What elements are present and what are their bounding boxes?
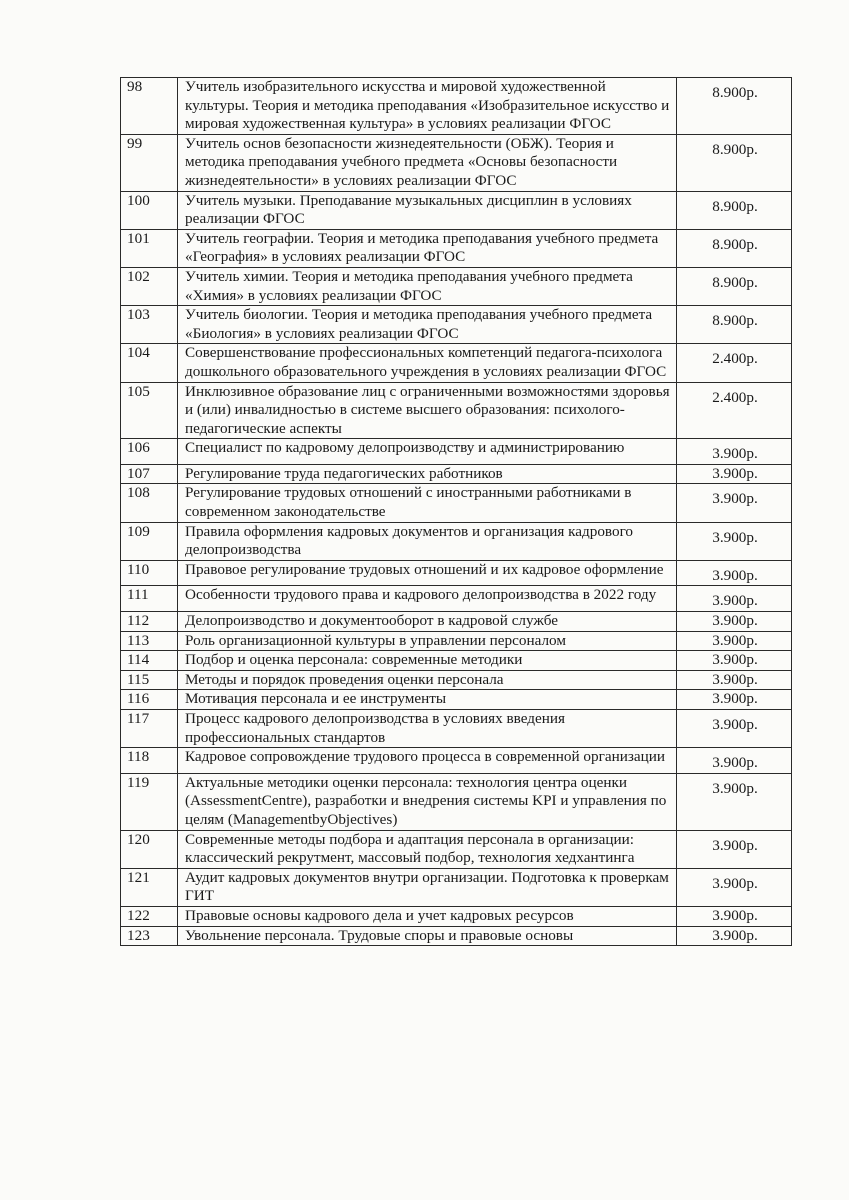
course-price-table xyxy=(120,77,792,946)
course-title: Роль организационной культуры в управлении персоналом xyxy=(178,631,677,651)
table-row xyxy=(121,344,792,382)
table-row xyxy=(121,926,792,946)
row-number: 115 xyxy=(121,670,178,690)
row-number: 119 xyxy=(121,773,178,830)
table-row xyxy=(121,522,792,560)
course-price: 3.900р. xyxy=(677,670,792,690)
row-number: 114 xyxy=(121,651,178,671)
course-price: 3.900р. xyxy=(677,522,792,560)
course-price: 8.900р. xyxy=(677,306,792,344)
row-number: 98 xyxy=(121,78,178,135)
row-number: 105 xyxy=(121,382,178,439)
table-row xyxy=(121,229,792,267)
course-title: Регулирование трудовых отношений с иностранными работниками в современном законодательстве xyxy=(178,484,677,522)
course-title: Специалист по кадровому делопроизводству и администрированию xyxy=(178,439,677,465)
course-title: Учитель музыки. Преподавание музыкальных дисциплин в условиях реализации ФГОС xyxy=(178,191,677,229)
row-number: 107 xyxy=(121,464,178,484)
table-body xyxy=(121,78,792,946)
table-row xyxy=(121,651,792,671)
row-number: 118 xyxy=(121,748,178,774)
table-row xyxy=(121,612,792,632)
course-price: 3.900р. xyxy=(677,868,792,906)
table-row xyxy=(121,464,792,484)
table-row xyxy=(121,830,792,868)
course-price: 8.900р. xyxy=(677,267,792,305)
table-row xyxy=(121,382,792,439)
table-row xyxy=(121,78,792,135)
course-title: Совершенствование профессиональных компетенций педагога-психолога дошкольного образовательного учреждения в условиях реализации ФГОС xyxy=(178,344,677,382)
row-number: 103 xyxy=(121,306,178,344)
row-number: 122 xyxy=(121,906,178,926)
course-price: 3.900р. xyxy=(677,484,792,522)
course-title: Регулирование труда педагогических работников xyxy=(178,464,677,484)
course-title: Делопроизводство и документооборот в кадровой службе xyxy=(178,612,677,632)
course-title: Учитель биологии. Теория и методика преподавания учебного предмета «Биология» в условиях реализации ФГОС xyxy=(178,306,677,344)
course-price: 3.900р. xyxy=(677,651,792,671)
table-row xyxy=(121,439,792,465)
row-number: 117 xyxy=(121,710,178,748)
row-number: 101 xyxy=(121,229,178,267)
row-number: 110 xyxy=(121,560,178,586)
row-number: 100 xyxy=(121,191,178,229)
row-number: 111 xyxy=(121,586,178,612)
row-number: 112 xyxy=(121,612,178,632)
course-price: 8.900р. xyxy=(677,229,792,267)
course-price: 3.900р. xyxy=(677,906,792,926)
row-number: 106 xyxy=(121,439,178,465)
course-price: 2.400р. xyxy=(677,382,792,439)
table-row xyxy=(121,670,792,690)
course-price: 3.900р. xyxy=(677,560,792,586)
row-number: 116 xyxy=(121,690,178,710)
course-price: 3.900р. xyxy=(677,690,792,710)
row-number: 99 xyxy=(121,134,178,191)
course-price: 2.400р. xyxy=(677,344,792,382)
row-number: 121 xyxy=(121,868,178,906)
course-price: 3.900р. xyxy=(677,710,792,748)
table-row xyxy=(121,868,792,906)
table-row xyxy=(121,906,792,926)
course-title: Мотивация персонала и ее инструменты xyxy=(178,690,677,710)
row-number: 102 xyxy=(121,267,178,305)
course-title: Подбор и оценка персонала: современные методики xyxy=(178,651,677,671)
course-title: Инклюзивное образование лиц с ограниченными возможностями здоровья и (или) инвалидностью в системе высшего образования: психолого-педагогические аспекты xyxy=(178,382,677,439)
course-price: 8.900р. xyxy=(677,191,792,229)
row-number: 123 xyxy=(121,926,178,946)
course-price: 3.900р. xyxy=(677,926,792,946)
course-price: 3.900р. xyxy=(677,464,792,484)
course-title: Учитель географии. Теория и методика преподавания учебного предмета «География» в условиях реализации ФГОС xyxy=(178,229,677,267)
course-title: Правовое регулирование трудовых отношений и их кадровое оформление xyxy=(178,560,677,586)
course-price: 8.900р. xyxy=(677,134,792,191)
course-price: 3.900р. xyxy=(677,748,792,774)
course-title: Современные методы подбора и адаптация персонала в организации: классический рекрутмент, массовый подбор, технология хедхантинга xyxy=(178,830,677,868)
row-number: 120 xyxy=(121,830,178,868)
table-row xyxy=(121,748,792,774)
table-row xyxy=(121,191,792,229)
table-row xyxy=(121,690,792,710)
course-title: Актуальные методики оценки персонала: технология центра оценки (AssessmentCentre), разработки и внедрения системы KPI и управления по целям (ManagementbyObjectives) xyxy=(178,773,677,830)
course-title: Процесс кадрового делопроизводства в условиях введения профессиональных стандартов xyxy=(178,710,677,748)
course-price: 3.900р. xyxy=(677,612,792,632)
course-price: 3.900р. xyxy=(677,631,792,651)
course-price: 3.900р. xyxy=(677,830,792,868)
course-title: Учитель химии. Теория и методика преподавания учебного предмета «Химия» в условиях реализации ФГОС xyxy=(178,267,677,305)
course-price: 3.900р. xyxy=(677,586,792,612)
table-row xyxy=(121,484,792,522)
course-title: Кадровое сопровождение трудового процесса в современной организации xyxy=(178,748,677,774)
course-title: Аудит кадровых документов внутри организации. Подготовка к проверкам ГИТ xyxy=(178,868,677,906)
course-price: 8.900р. xyxy=(677,78,792,135)
table-row xyxy=(121,560,792,586)
table-row xyxy=(121,586,792,612)
table-row xyxy=(121,306,792,344)
course-price: 3.900р. xyxy=(677,439,792,465)
row-number: 108 xyxy=(121,484,178,522)
row-number: 109 xyxy=(121,522,178,560)
table-row xyxy=(121,267,792,305)
table-row xyxy=(121,773,792,830)
course-price: 3.900р. xyxy=(677,773,792,830)
course-title: Учитель изобразительного искусства и мировой художественной культуры. Теория и методика преподавания «Изобразительное искусство и мировая художественная культура» в условиях реализации ФГОС xyxy=(178,78,677,135)
row-number: 113 xyxy=(121,631,178,651)
row-number: 104 xyxy=(121,344,178,382)
course-title: Методы и порядок проведения оценки персонала xyxy=(178,670,677,690)
table-row xyxy=(121,710,792,748)
course-title: Увольнение персонала. Трудовые споры и правовые основы xyxy=(178,926,677,946)
table-row xyxy=(121,134,792,191)
course-title: Правовые основы кадрового дела и учет кадровых ресурсов xyxy=(178,906,677,926)
course-title: Учитель основ безопасности жизнедеятельности (ОБЖ). Теория и методика преподавания учебного предмета «Основы безопасности жизнедеятельности» в условиях реализации ФГОС xyxy=(178,134,677,191)
table-row xyxy=(121,631,792,651)
course-title: Правила оформления кадровых документов и организация кадрового делопроизводства xyxy=(178,522,677,560)
course-title: Особенности трудового права и кадрового делопроизводства в 2022 году xyxy=(178,586,677,612)
